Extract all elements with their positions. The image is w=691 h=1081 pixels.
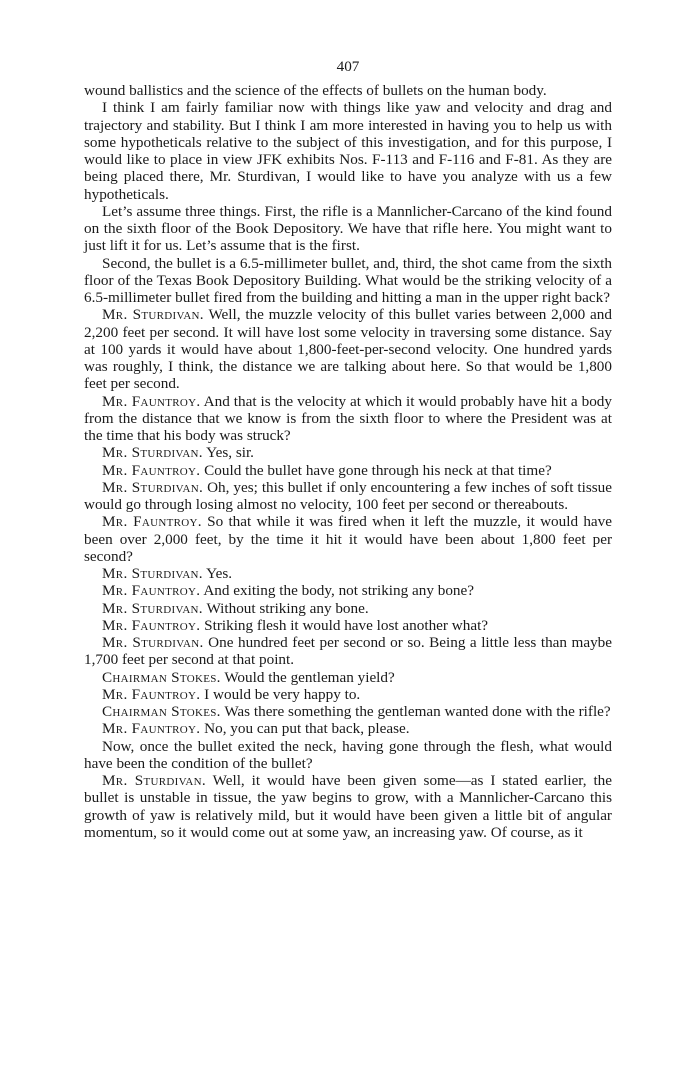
paragraph	[84, 393, 612, 445]
paragraph	[84, 669, 612, 686]
paragraph-text: So that while it was fired when it left the muzzle, it would have been over 2,000 feet, by the time it hit it would have been about 1,800 feet per second?	[84, 513, 612, 565]
paragraph	[84, 565, 612, 582]
paragraph-text: Well, the muzzle velocity of this bullet varies between 2,000 and 2,200 feet per second. It will have lost some velocity in traversing some distance. Say at 100 yards it would have about 1,800-feet-per-second velocity. One hundred yards was roughly, I think, the distance we are talking about here. So that would be 1,800 feet per second.	[84, 306, 612, 393]
paragraph	[84, 513, 612, 565]
paragraph-text: Yes.	[206, 565, 233, 582]
paragraph	[84, 255, 612, 307]
paragraph-text: Was there something the gentleman wanted done with the rifle?	[224, 703, 611, 720]
speaker-label: Mr. Fauntroy.	[102, 513, 202, 531]
paragraph-text: I think I am fairly familiar now with things like yaw and velocity and drag and trajectory and stability. But I think I am more interested in having you to help us with some hypotheticals relative to the subject of this investigation, and for this purpose, I would like to place in view JFK exhibits Nos. F-113 and F-116 and F-81. As they are being placed there, Mr. Sturdivan, I would like to have you analyze with us a few hypotheticals.	[84, 99, 612, 203]
speaker-label: Chairman Stokes.	[102, 668, 221, 686]
speaker-label: Mr. Fauntroy.	[102, 392, 201, 410]
paragraph-text: Second, the bullet is a 6.5-millimeter bullet, and, third, the shot came from the sixth floor of the Texas Book Depository Building. What would be the striking velocity of a 6.5-millimeter bullet fired from the building and hitting a man in the upper right back?	[84, 254, 612, 306]
document-body	[84, 82, 612, 841]
paragraph-text: One hundred feet per second or so. Being a little less than maybe 1,700 feet per second at that point.	[84, 634, 613, 669]
speaker-label: Mr. Sturdivan.	[102, 599, 203, 617]
speaker-label: Mr. Fauntroy.	[102, 616, 201, 634]
paragraph	[84, 444, 612, 461]
paragraph	[84, 203, 612, 255]
paragraph-text: Would the gentleman yield?	[224, 668, 395, 686]
paragraph-text: Let’s assume three things. First, the rifle is a Mannlicher-Carcano of the kind found on the sixth floor of the Book Depository. We have that rifle here. You might want to just lift it for us. Let’s assume that is the first.	[84, 202, 612, 255]
paragraph-text: Oh, yes; this bullet if only encountering a few inches of soft tissue would go through losing almost no velocity, 100 feet per second or thereabouts.	[84, 478, 613, 513]
paragraph	[84, 772, 612, 841]
speaker-label: Mr. Fauntroy.	[102, 461, 201, 479]
speaker-label: Mr. Fauntroy.	[102, 685, 201, 703]
paragraph	[84, 582, 612, 599]
paragraph-text: Now, once the bullet exited the neck, having gone through the flesh, what would have been the condition of the bullet?	[84, 737, 612, 772]
document-page	[84, 58, 612, 841]
page-number: 407	[336, 58, 360, 75]
paragraph	[84, 99, 612, 203]
speaker-label: Mr. Sturdivan.	[102, 634, 204, 651]
paragraph	[84, 462, 612, 479]
paragraph-text: I would be very happy to.	[204, 685, 361, 703]
paragraph-text: Well, it would have been given some—as I stated earlier, the bullet is unstable in tissue, the yaw begins to grow, with a Mannlicher-Carcano this growth of yaw is relatively mild, but it would have been given a little bit of angular momentum, so it would come out at some yaw, an increasing yaw. Of course, as it	[84, 772, 613, 841]
speaker-label: Mr. Sturdivan.	[102, 565, 203, 582]
paragraph-text: Without striking any bone.	[206, 599, 369, 617]
paragraph-text: And exiting the body, not striking any bone?	[203, 582, 474, 600]
paragraph-text: Striking flesh it would have lost another what?	[204, 616, 489, 634]
paragraph	[84, 738, 612, 773]
paragraph	[84, 306, 612, 392]
paragraph-text: No, you can put that back, please.	[204, 720, 410, 738]
paragraph	[84, 479, 612, 514]
paragraph	[84, 600, 612, 617]
paragraph-text: Could the bullet have gone through his neck at that time?	[204, 461, 552, 479]
paragraph	[84, 617, 612, 634]
paragraph	[84, 720, 612, 737]
paragraph-text: And that is the velocity at which it would probably have hit a body from the distance that we know is from the sixth floor to where the President was at the time that his body was struck?	[84, 392, 612, 444]
speaker-label: Mr. Fauntroy.	[102, 720, 201, 738]
speaker-label: Mr. Sturdivan.	[102, 444, 203, 462]
paragraph	[84, 634, 612, 669]
paragraph-text: wound ballistics and the science of the effects of bullets on the human body.	[84, 82, 547, 99]
paragraph	[84, 82, 612, 99]
speaker-label: Mr. Sturdivan.	[102, 772, 206, 789]
speaker-label: Mr. Sturdivan.	[102, 478, 204, 496]
speaker-label: Chairman Stokes.	[102, 703, 221, 720]
paragraph-text: Yes, sir.	[206, 444, 254, 462]
paragraph	[84, 703, 612, 720]
speaker-label: Mr. Fauntroy.	[102, 582, 201, 600]
paragraph	[84, 686, 612, 703]
speaker-label: Mr. Sturdivan.	[102, 306, 204, 324]
